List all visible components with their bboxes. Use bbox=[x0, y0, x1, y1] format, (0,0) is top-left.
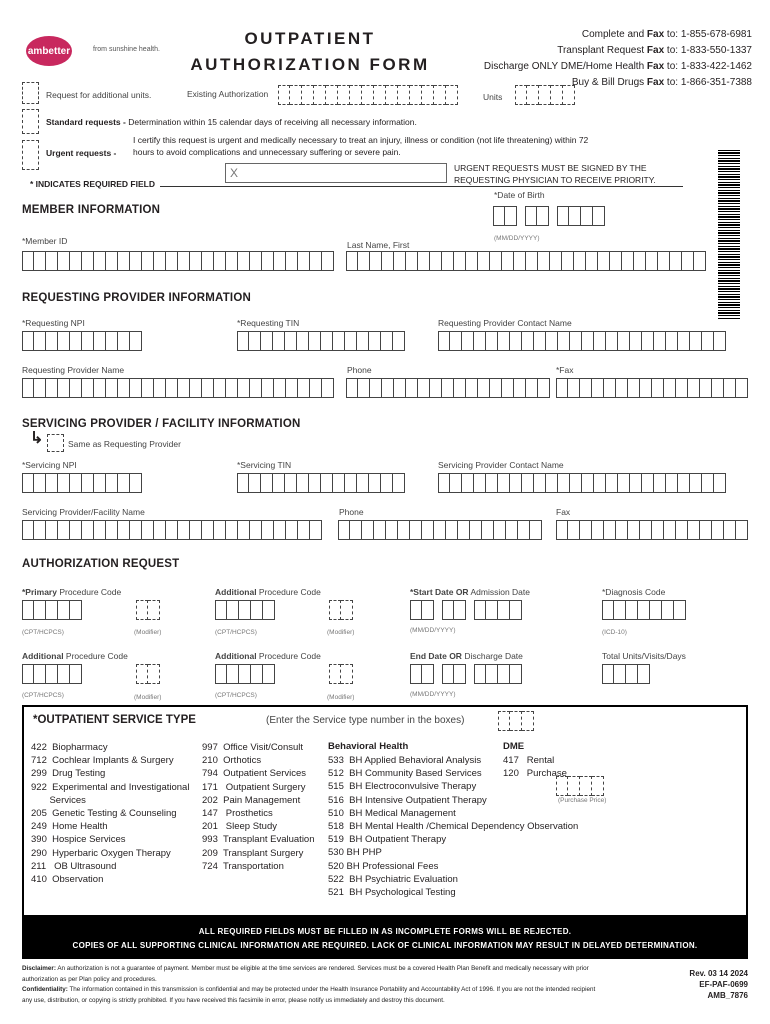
service-type-hint: (Enter the Service type number in the boxes) bbox=[266, 715, 465, 726]
requesting-contact-field[interactable] bbox=[438, 331, 726, 351]
revision-date: Rev. 03 14 2024 bbox=[689, 969, 748, 978]
total-units-field[interactable] bbox=[602, 664, 650, 684]
additional-1-modifier-hint: (Modifier) bbox=[327, 629, 355, 636]
standard-request-text: Determination within 15 calendar days of receiving all necessary information. bbox=[128, 117, 417, 127]
same-as-requesting-label: Same as Requesting Provider bbox=[68, 439, 181, 449]
urgent-signature-note: URGENT REQUESTS MUST BE SIGNED BY THE REQUESTING PHYSICIAN TO RECEIVE PRIORITY. bbox=[454, 163, 656, 185]
title-line-2: AUTHORIZATION FORM bbox=[190, 55, 430, 74]
additional-procedure-3-label: Additional Procedure Code bbox=[215, 651, 321, 661]
additional-procedure-2-label: Additional Procedure Code bbox=[22, 651, 128, 661]
service-types-col-2: 997 Office Visit/Consult 210 Orthotics 794 Outpatient Services 171 Outpatient Surgery 202 Pain Management 147 Prosthetics 201 Sleep Study 993 Transplant Evaluation 209 Transplant Surgery 724 Transportation bbox=[202, 742, 315, 872]
requesting-contact-label: Requesting Provider Contact Name bbox=[438, 318, 572, 328]
additional-modifier-3-field[interactable] bbox=[329, 664, 353, 684]
end-date-label: End Date OR Discharge Date bbox=[410, 651, 523, 661]
title-line-1: OUTPATIENT bbox=[244, 29, 376, 48]
service-types-col-1: 422 Biopharmacy 712 Cochlear Implants & Surgery 299 Drug Testing 922 Experimental and Investigational Services 205 Genetic Testing & Counseling 249 Home Health 390 Hospice Services 290 Hyperbaric Oxygen Therapy 211 OB Ultrasound 410 Observation bbox=[31, 742, 190, 886]
requesting-name-label: Requesting Provider Name bbox=[22, 365, 125, 375]
dme-title: DME bbox=[503, 741, 525, 752]
dob-year-field[interactable] bbox=[557, 206, 605, 226]
primary-modifier-field[interactable] bbox=[136, 600, 160, 620]
servicing-fax-label: Fax bbox=[556, 507, 571, 517]
service-types-col-3: 533 BH Applied Behavioral Analysis 512 BH Community Based Services 515 BH Electroconvulsive Therapy 516 BH Intensive Outpatient Therapy 510 BH Medical Management 518 BH Mental Health /Chemical Dependency Observation 519 BH Outpatient Therapy 530 BH PHP 520 BH Professional Fees 522 BH Psychiatric Evaluation 521 BH Psychological Testing bbox=[328, 755, 579, 899]
member-name-field[interactable] bbox=[346, 251, 706, 271]
form-title bbox=[184, 26, 436, 78]
end-date-year-field[interactable] bbox=[474, 664, 522, 684]
dob-label: *Date of Birth bbox=[494, 190, 545, 200]
additional-2-modifier-hint: (Modifier) bbox=[134, 694, 162, 701]
start-date-label: *Start Date OR Admission Date bbox=[410, 587, 530, 597]
units-field[interactable] bbox=[515, 85, 575, 105]
dob-month-field[interactable] bbox=[493, 206, 517, 226]
physician-signature-field[interactable]: X bbox=[225, 163, 447, 183]
revision-info bbox=[689, 968, 748, 1001]
requesting-section-title: REQUESTING PROVIDER INFORMATION bbox=[22, 292, 251, 304]
requesting-phone-field[interactable] bbox=[346, 378, 550, 398]
primary-modifier-hint: (Modifier) bbox=[134, 629, 162, 636]
fax-line-complete: Complete and Fax to: 1-855-678-6981 bbox=[581, 29, 752, 40]
units-label: Units bbox=[483, 92, 503, 102]
servicing-name-label: Servicing Provider/Facility Name bbox=[22, 507, 145, 517]
additional-procedure-1-field[interactable] bbox=[215, 600, 275, 620]
servicing-fax-field[interactable] bbox=[556, 520, 748, 540]
additional-units-checkbox[interactable] bbox=[22, 82, 39, 104]
dob-day-field[interactable] bbox=[525, 206, 549, 226]
servicing-contact-field[interactable] bbox=[438, 473, 726, 493]
servicing-contact-label: Servicing Provider Contact Name bbox=[438, 460, 564, 470]
urgent-request-text: I certify this request is urgent and medically necessary to treat an injury, illness or condition (not life threatening) within 72 hours to avoid complications and unnecessary suffering or severe pain. bbox=[133, 135, 589, 157]
additional-1-cpt-hint: (CPT/HCPCS) bbox=[215, 629, 257, 636]
existing-auth-label: Existing Authorization bbox=[187, 89, 269, 99]
same-as-requesting-checkbox[interactable] bbox=[47, 434, 64, 452]
banner-line-1: ALL REQUIRED FIELDS MUST BE FILLED IN AS INCOMPLETE FORMS WILL BE REJECTED. bbox=[198, 927, 572, 936]
confidentiality-text: The information contained in this transmission is confidential and may be protected under the Health Insurance Portability and Accountability Act of 1996. If you are not the intended recipient any use, distribution, or copying is strictly prohibited. If you have received this facsimile in error, please notify us immediately and destroy this document. bbox=[22, 986, 596, 1004]
servicing-npi-field[interactable] bbox=[22, 473, 142, 493]
arrow-icon: ↳ bbox=[30, 430, 44, 447]
additional-modifier-1-field[interactable] bbox=[329, 600, 353, 620]
sunshine-health-logo: from sunshine health. bbox=[93, 46, 160, 53]
requesting-fax-label: *Fax bbox=[556, 365, 574, 375]
logo-text: ambetter bbox=[27, 45, 71, 57]
form-code: EF-PAF-0699 bbox=[699, 980, 748, 989]
additional-modifier-2-field[interactable] bbox=[136, 664, 160, 684]
additional-units-label: Request for additional units. bbox=[46, 90, 152, 100]
purchase-price-label: (Purchase Price) bbox=[558, 797, 607, 804]
purchase-price-field[interactable] bbox=[556, 776, 604, 796]
existing-auth-field[interactable] bbox=[278, 85, 458, 105]
start-date-format: (MM/DD/YYYY) bbox=[410, 627, 456, 634]
requesting-name-field[interactable] bbox=[22, 378, 334, 398]
additional-3-cpt-hint: (CPT/HCPCS) bbox=[215, 692, 257, 699]
start-date-day-field[interactable] bbox=[442, 600, 466, 620]
dob-format: (MM/DD/YYYY) bbox=[494, 235, 540, 242]
barcode bbox=[718, 150, 740, 320]
banner-line-2: COPIES OF ALL SUPPORTING CLINICAL INFORMATION ARE REQUIRED. LACK OF CLINICAL INFORMATION MAY RESULT IN DELAYED DETERMINATION. bbox=[72, 941, 698, 950]
start-date-year-field[interactable] bbox=[474, 600, 522, 620]
requesting-phone-label: Phone bbox=[347, 365, 372, 375]
servicing-phone-field[interactable] bbox=[338, 520, 542, 540]
service-types-col-4: 417 Rental 120 Purchase bbox=[503, 755, 567, 780]
servicing-phone-label: Phone bbox=[339, 507, 364, 517]
urgent-request-checkbox[interactable] bbox=[22, 140, 39, 170]
servicing-section-title: SERVICING PROVIDER / FACILITY INFORMATION bbox=[22, 418, 301, 430]
end-date-format: (MM/DD/YYYY) bbox=[410, 691, 456, 698]
behavioral-health-title: Behavioral Health bbox=[328, 741, 409, 752]
ambetter-logo bbox=[26, 36, 72, 66]
requesting-npi-field[interactable] bbox=[22, 331, 142, 351]
end-date-month-field[interactable] bbox=[410, 664, 434, 684]
urgent-request-label: Urgent requests - bbox=[46, 148, 117, 158]
fax-line-drugs: Buy & Bill Drugs Fax to: 1-866-351-7388 bbox=[571, 77, 752, 88]
additional-procedure-2-field[interactable] bbox=[22, 664, 82, 684]
service-type-field[interactable] bbox=[498, 711, 534, 731]
primary-cpt-hint: (CPT/HCPCS) bbox=[22, 629, 64, 636]
member-id-label: *Member ID bbox=[22, 236, 68, 246]
servicing-tin-field[interactable] bbox=[237, 473, 405, 493]
icd-hint: (ICD-10) bbox=[602, 629, 627, 636]
additional-procedure-1-label: Additional Procedure Code bbox=[215, 587, 321, 597]
requirements-banner bbox=[22, 917, 748, 959]
disclaimer: Disclaimer: An authorization is not a guarantee of payment. Member must be eligible at the time services are rendered. Services must be a covered Health Plan Benefit and medically necessary with prior authorization as per Plan policy and procedures. Confidentiality: The information contained in this transmission is confidential and may be protected under the Health Insurance Portability and Accountability Act of 1996. If you are not the intended recipient any use, distribution, or copying is strictly prohibited. If you have received this facsimile in error, please notify us immediately and destroy this document. bbox=[22, 965, 596, 1004]
auth-section-title: AUTHORIZATION REQUEST bbox=[22, 558, 180, 570]
start-date-month-field[interactable] bbox=[410, 600, 434, 620]
service-type-title: *OUTPATIENT SERVICE TYPE bbox=[33, 714, 196, 726]
total-units-label: Total Units/Visits/Days bbox=[602, 651, 686, 661]
fax-line-transplant: Transplant Request Fax to: 1-833-550-1337 bbox=[557, 45, 752, 56]
primary-procedure-label: *Primary Procedure Code bbox=[22, 587, 122, 597]
additional-2-cpt-hint: (CPT/HCPCS) bbox=[22, 692, 64, 699]
diagnosis-code-field[interactable] bbox=[602, 600, 686, 620]
divider bbox=[160, 186, 683, 187]
servicing-tin-label: *Servicing TIN bbox=[237, 460, 292, 470]
form-id: AMB_7876 bbox=[707, 991, 748, 1000]
fax-numbers bbox=[484, 27, 752, 91]
standard-request-checkbox[interactable] bbox=[22, 109, 39, 134]
requesting-fax-field[interactable] bbox=[556, 378, 748, 398]
fax-line-discharge: Discharge ONLY DME/Home Health Fax to: 1-833-422-1462 bbox=[483, 61, 752, 72]
primary-procedure-field[interactable] bbox=[22, 600, 82, 620]
additional-procedure-3-field[interactable] bbox=[215, 664, 275, 684]
additional-3-modifier-hint: (Modifier) bbox=[327, 694, 355, 701]
member-name-label: Last Name, First bbox=[347, 240, 410, 250]
member-id-field[interactable] bbox=[22, 251, 334, 271]
end-date-day-field[interactable] bbox=[442, 664, 466, 684]
servicing-npi-label: *Servicing NPI bbox=[22, 460, 77, 470]
requesting-npi-label: *Requesting NPI bbox=[22, 318, 85, 328]
requesting-tin-label: *Requesting TIN bbox=[237, 318, 300, 328]
member-section-title: MEMBER INFORMATION bbox=[22, 204, 161, 216]
standard-request-label: Standard requests - Determination within 15 calendar days of receiving all necessary information. bbox=[46, 117, 417, 127]
diagnosis-code-label: *Diagnosis Code bbox=[602, 587, 666, 597]
required-field-note: * INDICATES REQUIRED FIELD bbox=[30, 179, 155, 189]
servicing-name-field[interactable] bbox=[22, 520, 322, 540]
requesting-tin-field[interactable] bbox=[237, 331, 405, 351]
